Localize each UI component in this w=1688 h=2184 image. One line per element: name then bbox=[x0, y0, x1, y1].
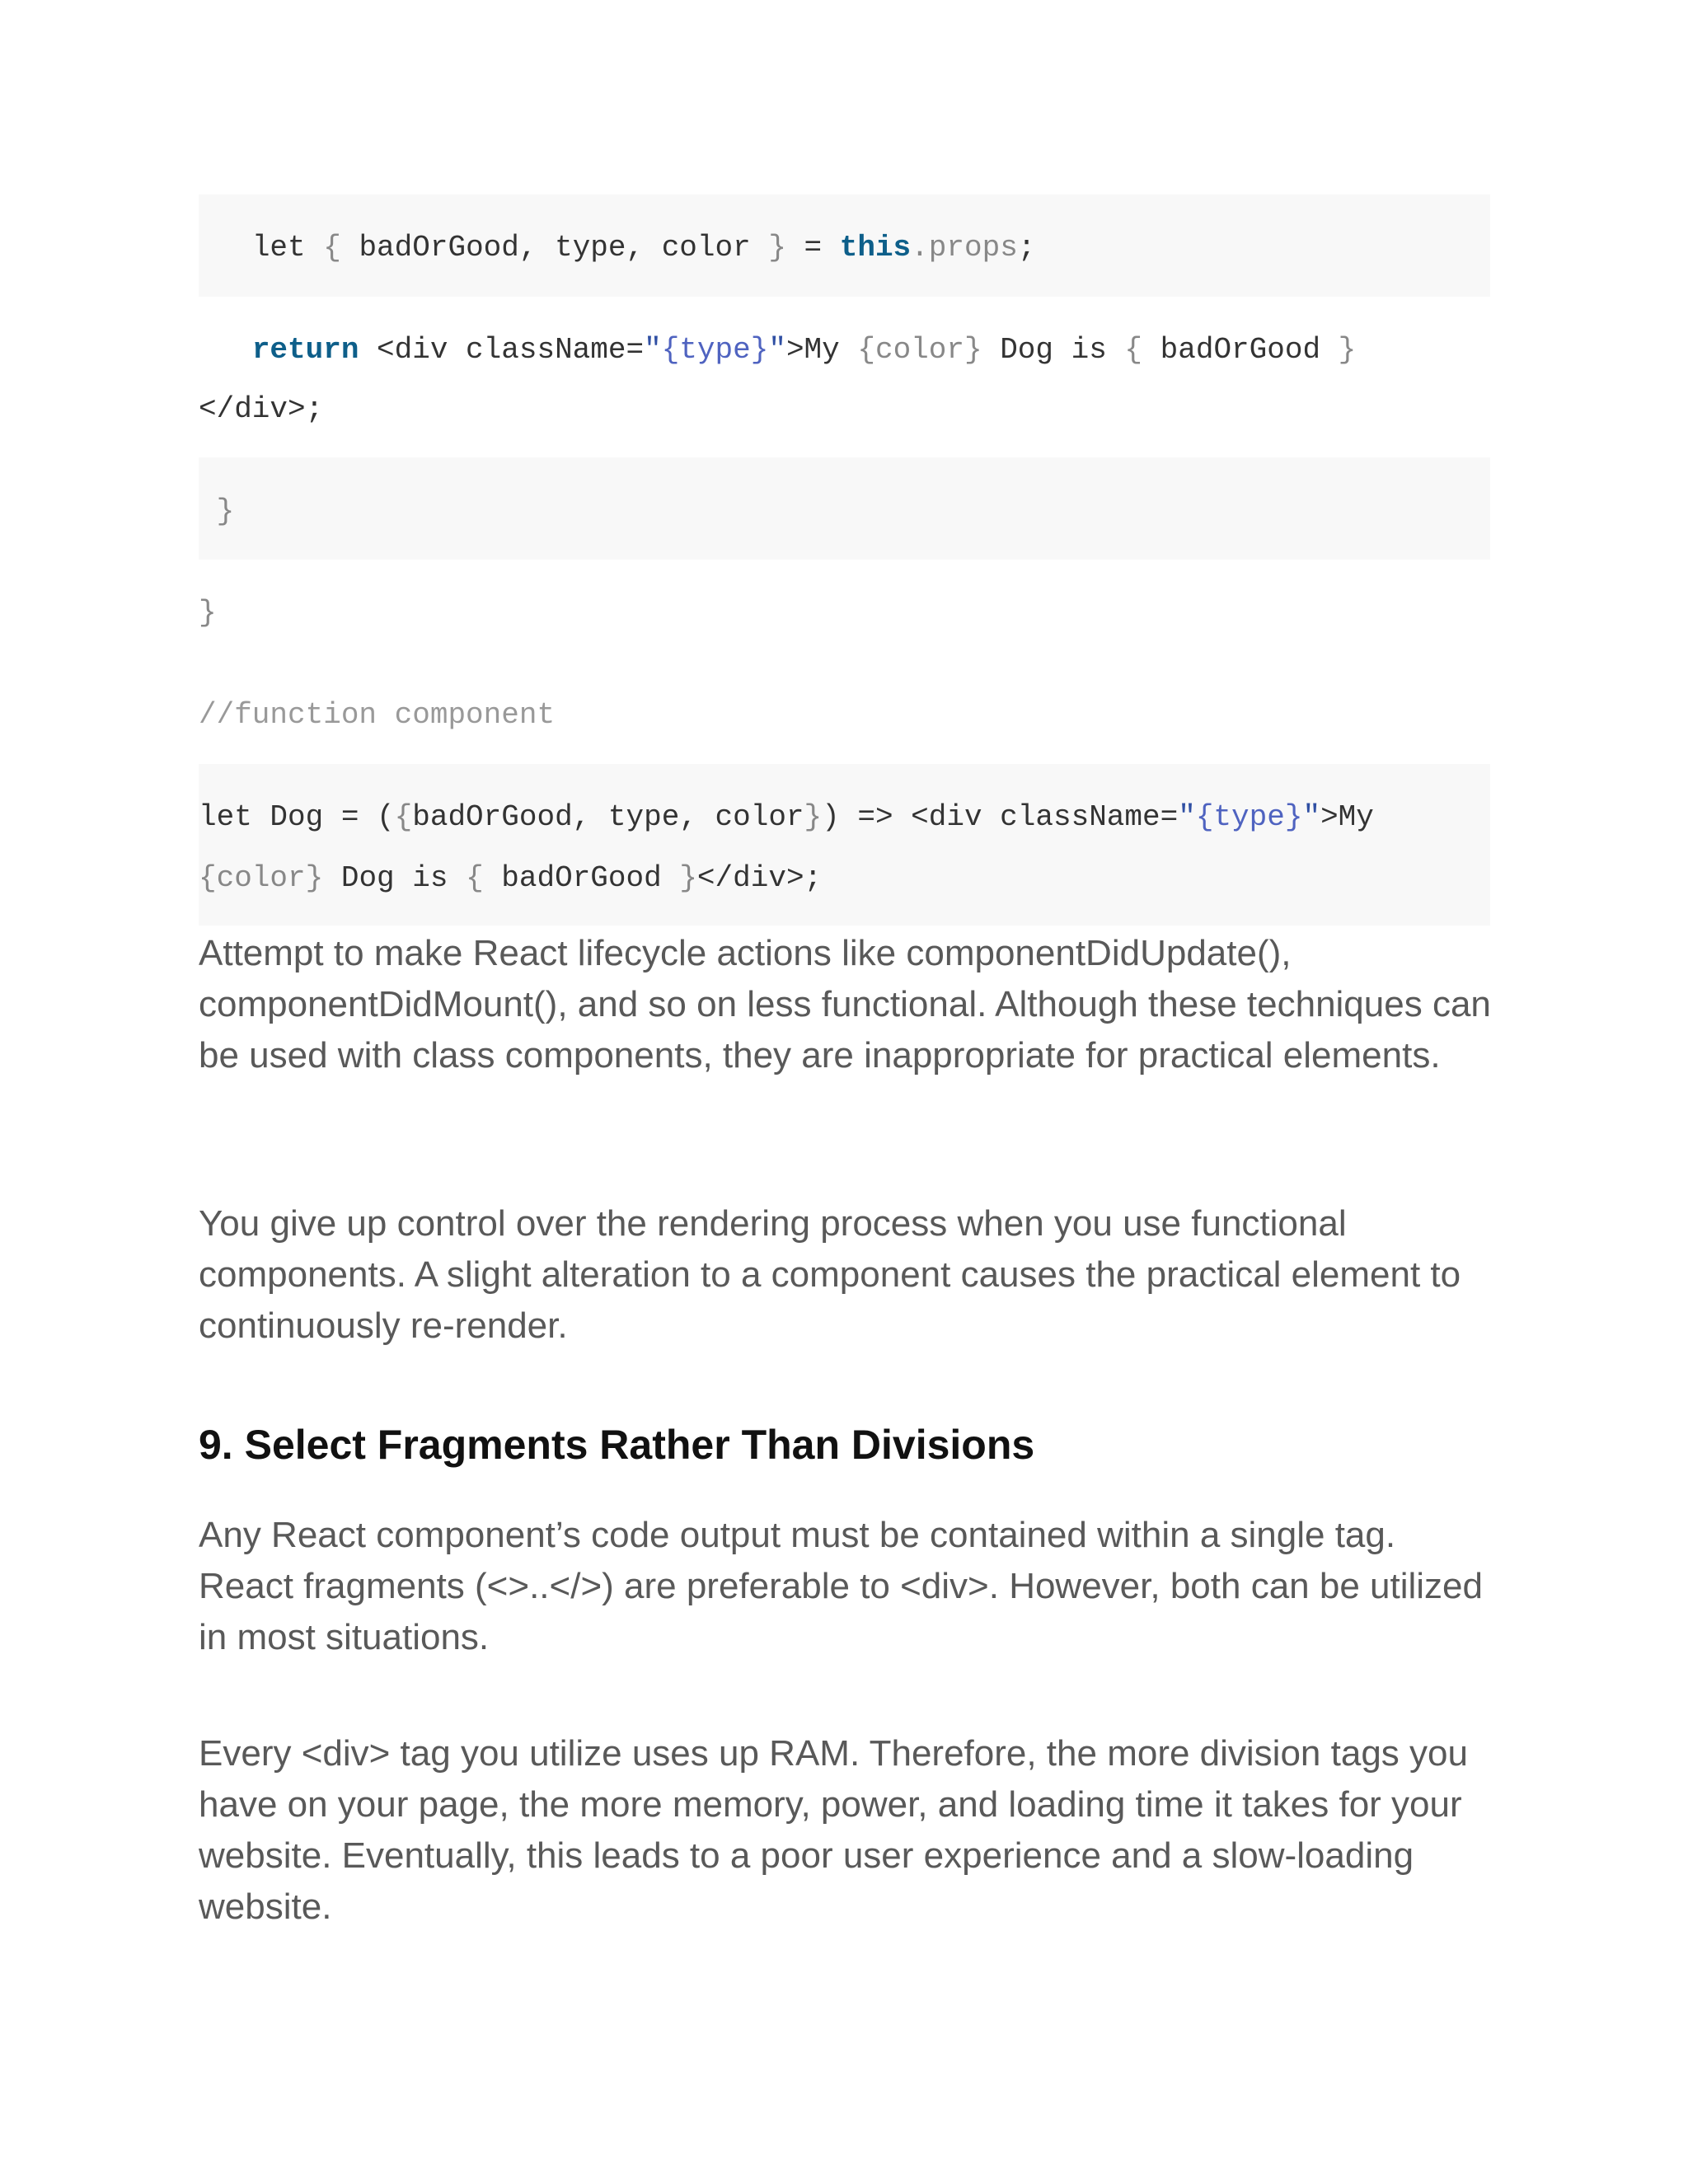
code-line-1: let { badOrGood, type, color } = this.props; bbox=[251, 231, 1036, 265]
paragraph-lifecycle: Attempt to make React lifecycle actions like componentDidUpdate(), componentDidMount(), and so on less functional. Although these techniques can be used with class components, they are inappropriate for practical elements. bbox=[199, 933, 1491, 1076]
code-line-8: {color} Dog is { badOrGood }</div>; bbox=[199, 861, 823, 895]
code-line-3: </div>; bbox=[199, 392, 324, 426]
paragraph-div-memory: Every <div> tag you utilize uses up RAM. Therefore, the more division tags you have on your page, the more memory, power, and loading time it takes for your website. Eventually, this leads to a poor user experience and a slow-loading website. bbox=[199, 1733, 1468, 1927]
paragraph-fragments: Any React component’s code output must be contained within a single tag. React fragments (<>..</>) are preferable to <div>. However, both can be utilized in most situations. bbox=[199, 1515, 1483, 1657]
code-line-7: let Dog = ({badOrGood, type, color}) => <div className="{type}">My bbox=[199, 800, 1374, 834]
code-line-5: } bbox=[199, 596, 217, 630]
code-line-2: return <div className="{type}">My {color} Dog is { badOrGood } bbox=[251, 333, 1357, 367]
code-line-4: } bbox=[199, 494, 235, 528]
section-heading: 9. Select Fragments Rather Than Divisions bbox=[199, 1422, 1035, 1468]
paragraph-rendering-control: You give up control over the rendering process when you use functional components. A slight alteration to a component causes the practical element to continuously re-render. bbox=[199, 1203, 1461, 1346]
code-comment: //function component bbox=[199, 698, 556, 732]
